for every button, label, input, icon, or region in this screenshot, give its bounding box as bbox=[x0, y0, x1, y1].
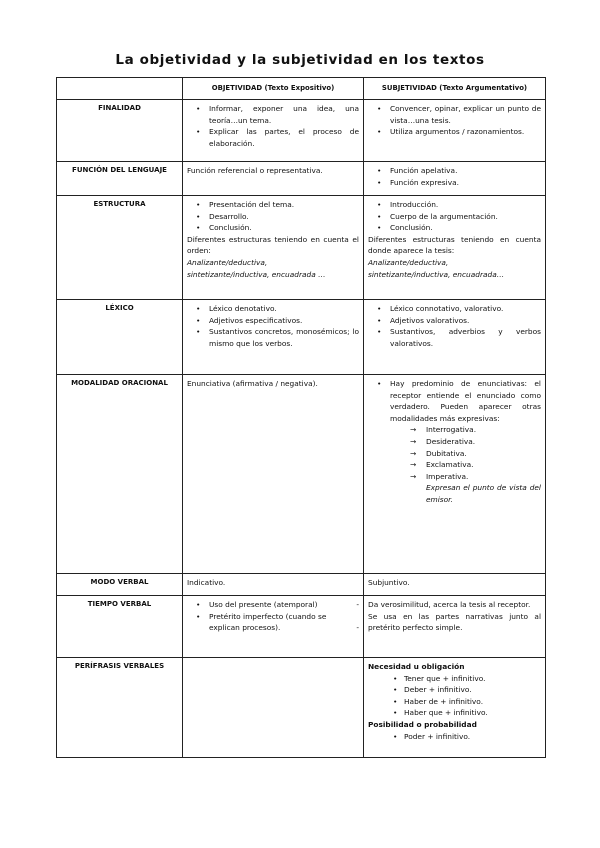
subjective-cell bbox=[364, 100, 546, 162]
row-label: PERÍFRASIS VERBALES bbox=[57, 658, 183, 758]
list-item: • Haber de + infinitivo. bbox=[404, 696, 541, 708]
row-perifrasis bbox=[57, 658, 546, 758]
list-item: • Léxico connotativo, valorativo. bbox=[390, 303, 541, 315]
tense-text: Uso del presente (atemporal) bbox=[209, 600, 318, 609]
list-item: • Introducción. bbox=[390, 199, 541, 211]
row-label: TIEMPO VERBAL bbox=[57, 596, 183, 658]
objective-cell bbox=[183, 596, 364, 658]
row-lexico bbox=[57, 300, 546, 375]
modality-note: Expresan el punto de vista del emisor. bbox=[426, 483, 541, 504]
tense-text: Pretérito imperfecto (cuando se explican procesos). bbox=[209, 611, 327, 633]
row-label: ESTRUCTURA bbox=[57, 196, 183, 300]
row-modo bbox=[57, 574, 546, 596]
subjective-cell bbox=[364, 196, 546, 300]
list-item bbox=[209, 611, 359, 634]
dash-mark: - bbox=[356, 600, 359, 609]
list-item: • Hay predominio de enunciativas: el receptor entiende el enunciado como verdadero. Pueden aparecer otras modalidades más expresivas: bbox=[390, 378, 541, 424]
list-item: • Conclusión. bbox=[390, 222, 541, 234]
list-item: • Informar, exponer una idea, una teoría…un tema. bbox=[209, 103, 359, 126]
objective-cell: Indicativo. bbox=[183, 574, 364, 596]
objective-cell bbox=[183, 100, 364, 162]
list-item: • Función apelativa. bbox=[390, 165, 541, 177]
row-label: FINALIDAD bbox=[57, 100, 183, 162]
list-item: • Deber + infinitivo. bbox=[404, 684, 541, 696]
subjective-cell bbox=[364, 596, 546, 658]
objective-cell bbox=[183, 300, 364, 375]
arrow-item: → Exclamativa. bbox=[426, 459, 541, 471]
comparison-table bbox=[56, 77, 546, 758]
subjective-cell: Subjuntivo. bbox=[364, 574, 546, 596]
list-item: • Presentación del tema. bbox=[209, 199, 359, 211]
subjective-cell bbox=[364, 300, 546, 375]
row-estructura bbox=[57, 196, 546, 300]
structure-type: Analizante/deductiva, bbox=[187, 257, 268, 267]
list-item: • Explicar las partes, el proceso de elaboración. bbox=[209, 126, 359, 149]
dash-mark: - bbox=[356, 623, 359, 633]
list-item: • Tener que + infinitivo. bbox=[404, 673, 541, 685]
row-finalidad bbox=[57, 100, 546, 162]
table-header-row bbox=[57, 78, 546, 100]
row-tiempo bbox=[57, 596, 546, 658]
list-item bbox=[209, 599, 359, 611]
tense-note: Da verosimilitud, acerca la tesis al receptor. bbox=[368, 600, 531, 609]
objective-cell: Enunciativa (afirmativa / negativa). bbox=[183, 375, 364, 574]
page-title: La objetividad y la subjetividad en los textos bbox=[115, 52, 485, 68]
list-item: • Adjetivos valorativos. bbox=[390, 315, 541, 327]
list-item: • Sustantivos, adverbios y verbos valorativos. bbox=[390, 326, 541, 349]
row-label: FUNCIÓN DEL LENGUAJE bbox=[57, 162, 183, 196]
structure-type: Analizante/deductiva, bbox=[368, 257, 449, 267]
list-item: • Haber que + infinitivo. bbox=[404, 707, 541, 719]
tense-note: Se usa en las partes narrativas junto al pretérito perfecto simple. bbox=[368, 611, 541, 633]
list-item: • Poder + infinitivo. bbox=[404, 731, 541, 743]
periphrasis-heading: Necesidad u obligación bbox=[368, 662, 465, 671]
arrow-item: → Desiderativa. bbox=[426, 436, 541, 448]
list-item: • Adjetivos especificativos. bbox=[209, 315, 359, 327]
row-funcion bbox=[57, 162, 546, 196]
objective-cell bbox=[183, 196, 364, 300]
structure-note: Diferentes estructuras teniendo en cuenta donde aparece la tesis: bbox=[368, 234, 541, 256]
subjective-cell bbox=[364, 375, 546, 574]
header-objective: OBJETIVIDAD (Texto Expositivo) bbox=[183, 78, 364, 100]
corner-cell bbox=[57, 78, 183, 100]
structure-type: sintetizante/inductiva, encuadrada… bbox=[368, 269, 505, 279]
list-item: • Léxico denotativo. bbox=[209, 303, 359, 315]
row-label: MODALIDAD ORACIONAL bbox=[57, 375, 183, 574]
arrow-item: → Imperativa. bbox=[426, 471, 541, 483]
objective-cell: Función referencial o representativa. bbox=[183, 162, 364, 196]
header-subjective: SUBJETIVIDAD (Texto Argumentativo) bbox=[364, 78, 546, 100]
list-item: • Convencer, opinar, explicar un punto de vista…una tesis. bbox=[390, 103, 541, 126]
arrow-item: → Dubitativa. bbox=[426, 448, 541, 460]
structure-note: Diferentes estructuras teniendo en cuenta el orden: bbox=[187, 234, 359, 256]
arrow-item: → Interrogativa. bbox=[426, 424, 541, 436]
list-item: • Conclusión. bbox=[209, 222, 359, 234]
row-label: LÉXICO bbox=[57, 300, 183, 375]
list-item: • Desarrollo. bbox=[209, 211, 359, 223]
subjective-cell bbox=[364, 658, 546, 758]
row-modalidad bbox=[57, 375, 546, 574]
periphrasis-heading: Posibilidad o probabilidad bbox=[368, 719, 477, 729]
structure-type: sintetizante/inductiva, encuadrada … bbox=[187, 269, 326, 279]
subjective-cell bbox=[364, 162, 546, 196]
list-item: • Cuerpo de la argumentación. bbox=[390, 211, 541, 223]
list-item: • Función expresiva. bbox=[390, 177, 541, 189]
list-item: • Utiliza argumentos / razonamientos. bbox=[390, 126, 541, 138]
row-label: MODO VERBAL bbox=[57, 574, 183, 596]
list-item: • Sustantivos concretos, monosémicos; lo mismo que los verbos. bbox=[209, 326, 359, 349]
objective-cell bbox=[183, 658, 364, 758]
